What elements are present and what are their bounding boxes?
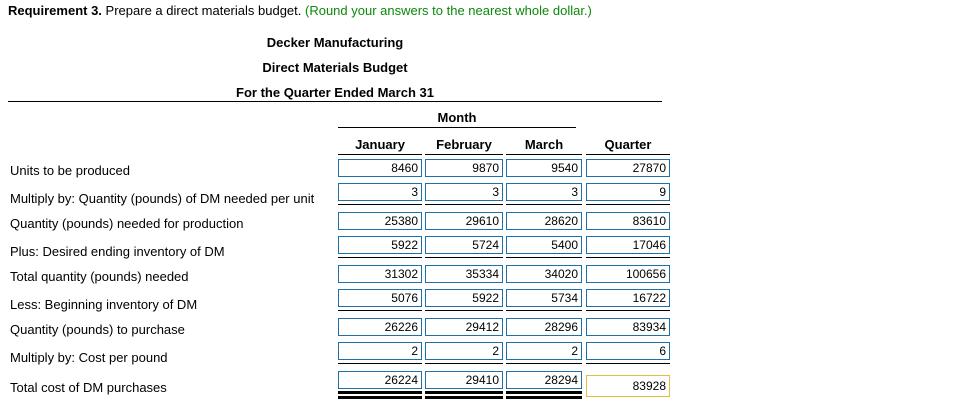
subtotal-rule bbox=[506, 204, 582, 205]
budget-period: For the Quarter Ended March 31 bbox=[236, 85, 434, 100]
input-needed-production-january[interactable]: 25380 bbox=[338, 212, 422, 230]
input-dm-per-unit-quarter[interactable]: 9 bbox=[586, 183, 670, 201]
subtotal-rule bbox=[506, 257, 582, 258]
requirement-text bbox=[8, 3, 592, 18]
input-total-cost-quarter[interactable]: 83928 bbox=[586, 375, 670, 397]
input-total-cost-march[interactable]: 28294 bbox=[506, 371, 582, 389]
column-rule bbox=[338, 154, 422, 155]
input-to-purchase-march[interactable]: 28296 bbox=[506, 318, 582, 336]
total-double-rule bbox=[506, 396, 582, 399]
input-to-purchase-quarter[interactable]: 83934 bbox=[586, 318, 670, 336]
column-rule bbox=[586, 154, 670, 155]
header-rule bbox=[8, 101, 662, 102]
row-label-ending-inventory: Plus: Desired ending inventory of DM bbox=[10, 244, 225, 259]
row-label-units-produced: Units to be produced bbox=[10, 163, 130, 178]
input-total-needed-january[interactable]: 31302 bbox=[338, 265, 422, 283]
input-total-needed-march[interactable]: 34020 bbox=[506, 265, 582, 283]
total-double-rule bbox=[338, 396, 422, 399]
total-double-rule bbox=[425, 391, 503, 394]
row-label-to-purchase: Quantity (pounds) to purchase bbox=[10, 322, 185, 337]
subtotal-rule bbox=[425, 204, 503, 205]
input-beginning-inventory-march[interactable]: 5734 bbox=[506, 289, 582, 307]
total-double-rule bbox=[506, 391, 582, 394]
total-double-rule bbox=[425, 396, 503, 399]
requirement-instruction: Prepare a direct materials budget. bbox=[105, 3, 302, 18]
input-beginning-inventory-quarter[interactable]: 16722 bbox=[586, 289, 670, 307]
subtotal-rule bbox=[586, 363, 670, 364]
subtotal-rule bbox=[506, 363, 582, 364]
column-rule bbox=[425, 154, 503, 155]
row-label-total-needed: Total quantity (pounds) needed bbox=[10, 269, 189, 284]
input-total-cost-february[interactable]: 29410 bbox=[425, 371, 503, 389]
rounding-note: (Round your answers to the nearest whole dollar.) bbox=[305, 3, 592, 18]
month-group-header: Month bbox=[437, 110, 477, 125]
requirement-prefix: Requirement 3. bbox=[8, 3, 102, 18]
budget-title: Direct Materials Budget bbox=[262, 60, 408, 75]
subtotal-rule bbox=[586, 310, 670, 311]
subtotal-rule bbox=[425, 363, 503, 364]
column-rule bbox=[506, 154, 582, 155]
row-label-dm-per-unit: Multiply by: Quantity (pounds) of DM needed per unit bbox=[10, 191, 315, 206]
input-cost-per-pound-february[interactable]: 2 bbox=[425, 342, 503, 360]
input-total-needed-quarter[interactable]: 100656 bbox=[586, 265, 670, 283]
input-to-purchase-february[interactable]: 29412 bbox=[425, 318, 503, 336]
input-dm-per-unit-march[interactable]: 3 bbox=[506, 183, 582, 201]
subtotal-rule bbox=[338, 310, 422, 311]
input-ending-inventory-january[interactable]: 5922 bbox=[338, 236, 422, 254]
subtotal-rule bbox=[586, 204, 670, 205]
input-units-february[interactable]: 9870 bbox=[425, 159, 503, 177]
total-double-rule bbox=[338, 391, 422, 394]
month-group-rule bbox=[338, 127, 576, 128]
input-needed-production-february[interactable]: 29610 bbox=[425, 212, 503, 230]
input-total-needed-february[interactable]: 35334 bbox=[425, 265, 503, 283]
input-cost-per-pound-quarter[interactable]: 6 bbox=[586, 342, 670, 360]
input-to-purchase-january[interactable]: 26226 bbox=[338, 318, 422, 336]
row-label-total-cost: Total cost of DM purchases bbox=[10, 380, 167, 395]
subtotal-rule bbox=[425, 257, 503, 258]
column-header-february: February bbox=[436, 137, 492, 152]
input-dm-per-unit-february[interactable]: 3 bbox=[425, 183, 503, 201]
input-dm-per-unit-january[interactable]: 3 bbox=[338, 183, 422, 201]
company-name: Decker Manufacturing bbox=[266, 35, 404, 50]
row-label-needed-production: Quantity (pounds) needed for production bbox=[10, 216, 244, 231]
row-label-cost-per-pound: Multiply by: Cost per pound bbox=[10, 350, 168, 365]
input-beginning-inventory-january[interactable]: 5076 bbox=[338, 289, 422, 307]
input-total-cost-january[interactable]: 26224 bbox=[338, 371, 422, 389]
input-cost-per-pound-january[interactable]: 2 bbox=[338, 342, 422, 360]
input-needed-production-march[interactable]: 28620 bbox=[506, 212, 582, 230]
subtotal-rule bbox=[425, 310, 503, 311]
input-needed-production-quarter[interactable]: 83610 bbox=[586, 212, 670, 230]
input-cost-per-pound-march[interactable]: 2 bbox=[506, 342, 582, 360]
input-beginning-inventory-february[interactable]: 5922 bbox=[425, 289, 503, 307]
subtotal-rule bbox=[586, 257, 670, 258]
input-ending-inventory-quarter[interactable]: 17046 bbox=[586, 236, 670, 254]
subtotal-rule bbox=[338, 363, 422, 364]
column-header-march: March bbox=[524, 137, 564, 152]
input-ending-inventory-march[interactable]: 5400 bbox=[506, 236, 582, 254]
column-header-january: January bbox=[355, 137, 405, 152]
subtotal-rule bbox=[506, 310, 582, 311]
column-header-quarter: Quarter bbox=[604, 137, 652, 152]
subtotal-rule bbox=[338, 204, 422, 205]
input-units-january[interactable]: 8460 bbox=[338, 159, 422, 177]
input-ending-inventory-february[interactable]: 5724 bbox=[425, 236, 503, 254]
row-label-beginning-inventory: Less: Beginning inventory of DM bbox=[10, 297, 198, 312]
input-units-quarter[interactable]: 27870 bbox=[586, 159, 670, 177]
subtotal-rule bbox=[338, 257, 422, 258]
input-units-march[interactable]: 9540 bbox=[506, 159, 582, 177]
